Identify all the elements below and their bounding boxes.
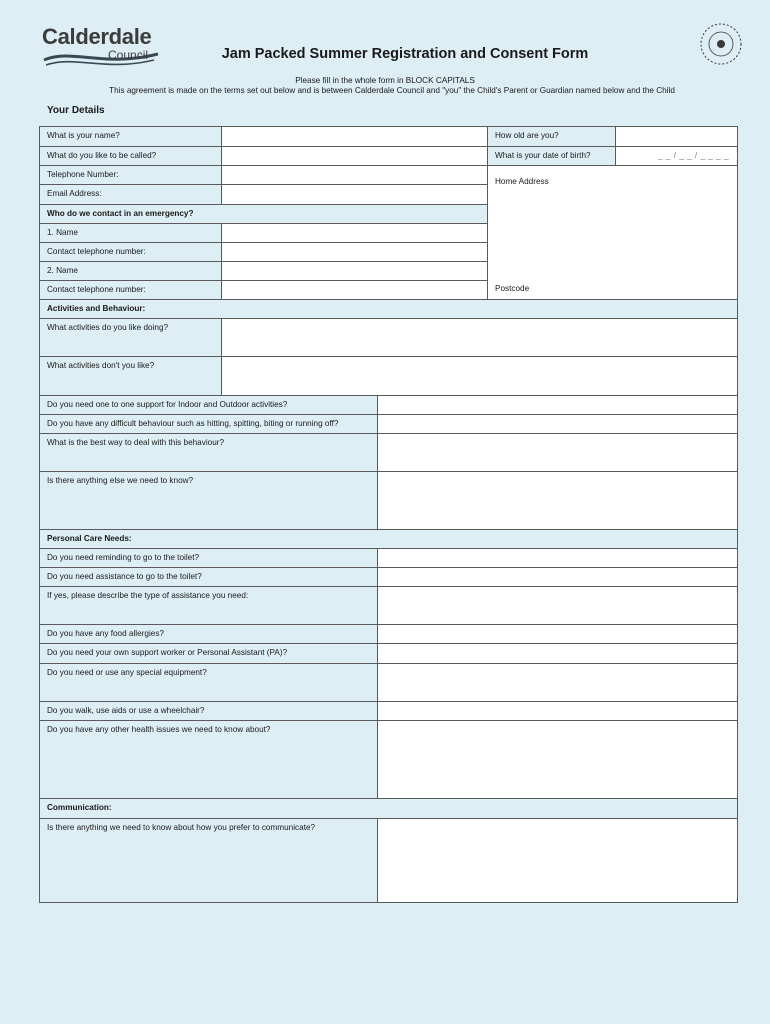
anything-else-label: Is there anything else we need to know? xyxy=(40,472,378,530)
assistance-describe-label: If yes, please describe the type of assistance you need: xyxy=(40,587,378,625)
called-input[interactable] xyxy=(222,147,488,166)
contact1-name-label: 1. Name xyxy=(40,224,222,243)
toilet-assistance-label: Do you need assistance to go to the toilet? xyxy=(40,568,378,587)
name-input[interactable] xyxy=(222,127,488,147)
one-to-one-input[interactable] xyxy=(378,396,737,415)
contact2-name-label: 2. Name xyxy=(40,262,222,281)
activities-dislike-input[interactable] xyxy=(222,357,737,396)
communication-input[interactable] xyxy=(378,819,737,902)
difficult-behaviour-label: Do you have any difficult behaviour such as hitting, spitting, biting or running off? xyxy=(40,415,378,434)
special-equipment-input[interactable] xyxy=(378,664,737,702)
contact2-name-input[interactable] xyxy=(222,262,488,281)
assistance-describe-input[interactable] xyxy=(378,587,737,625)
health-issues-label: Do you have any other health issues we need to know about? xyxy=(40,721,378,799)
phone-input[interactable] xyxy=(222,166,488,185)
food-allergies-label: Do you have any food allergies? xyxy=(40,625,378,644)
activities-heading: Activities and Behaviour: xyxy=(40,300,737,319)
personal-care-heading: Personal Care Needs: xyxy=(40,530,737,549)
communication-label: Is there anything we need to know about how you prefer to communicate? xyxy=(40,819,378,902)
phone-label: Telephone Number: xyxy=(40,166,222,185)
agreement-text: This agreement is made on the terms set out below and is between Calderdale Council and "you" the Child's Parent or Guardian named below and the Child xyxy=(109,86,675,95)
home-address-input[interactable] xyxy=(488,166,737,300)
communication-heading: Communication: xyxy=(40,799,737,819)
contact2-phone-label: Contact telephone number: xyxy=(40,281,222,300)
one-to-one-label: Do you need one to one support for Indoor and Outdoor activities? xyxy=(40,396,378,415)
page-title: Jam Packed Summer Registration and Consent Form xyxy=(221,46,589,62)
toilet-assistance-input[interactable] xyxy=(378,568,737,587)
registration-form xyxy=(39,126,738,903)
best-way-label: What is the best way to deal with this behaviour? xyxy=(40,434,378,472)
age-label: How old are you? xyxy=(488,127,616,147)
instruction-text: Please fill in the whole form in BLOCK CAPITALS xyxy=(295,76,475,85)
anything-else-input[interactable] xyxy=(378,472,737,530)
support-worker-label: Do you need your own support worker or Personal Assistant (PA)? xyxy=(40,644,378,664)
activities-dislike-label: What activities don't you like? xyxy=(40,357,222,396)
toilet-reminding-input[interactable] xyxy=(378,549,737,568)
mobility-input[interactable] xyxy=(378,702,737,721)
home-address-label: Home Address xyxy=(495,177,549,186)
special-equipment-label: Do you need or use any special equipment? xyxy=(40,664,378,702)
email-input[interactable] xyxy=(222,185,488,205)
support-worker-input[interactable] xyxy=(378,644,737,664)
best-way-input[interactable] xyxy=(378,434,737,472)
dob-label: What is your date of birth? xyxy=(488,147,616,166)
email-label: Email Address: xyxy=(40,185,222,205)
toilet-reminding-label: Do you need reminding to go to the toilet? xyxy=(40,549,378,568)
difficult-behaviour-input[interactable] xyxy=(378,415,737,434)
activities-like-label: What activities do you like doing? xyxy=(40,319,222,357)
food-allergies-input[interactable] xyxy=(378,625,737,644)
contact1-phone-input[interactable] xyxy=(222,243,488,262)
called-label: What do you like to be called? xyxy=(40,147,222,166)
contact1-name-input[interactable] xyxy=(222,224,488,243)
health-issues-input[interactable] xyxy=(378,721,737,799)
contact2-phone-input[interactable] xyxy=(222,281,488,300)
age-input[interactable] xyxy=(616,127,737,147)
your-details-heading: Your Details xyxy=(47,105,105,116)
contact1-phone-label: Contact telephone number: xyxy=(40,243,222,262)
dob-input[interactable]: _ _ / _ _ / _ _ _ _ xyxy=(616,147,737,166)
activities-like-input[interactable] xyxy=(222,319,737,357)
mobility-label: Do you walk, use aids or use a wheelchair? xyxy=(40,702,378,721)
logo-council: Council xyxy=(108,48,149,62)
emergency-heading: Who do we contact in an emergency? xyxy=(40,205,488,224)
logo-name: Calderdale xyxy=(42,24,152,49)
name-label: What is your name? xyxy=(40,127,222,147)
postcode-label: Postcode xyxy=(495,284,530,293)
